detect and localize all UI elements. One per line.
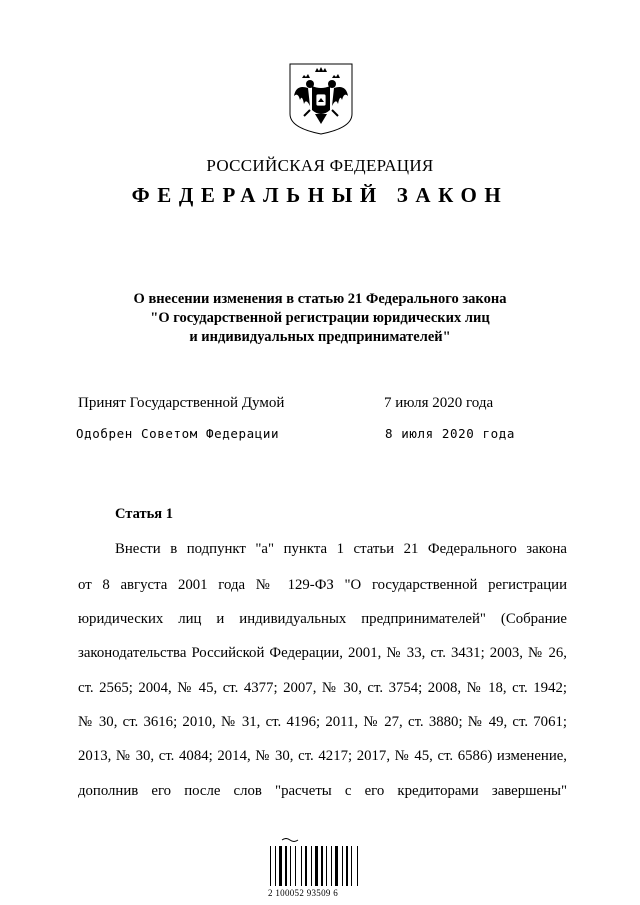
article-text-line: дополнив его после слов "расчеты с его кредиторами завершены" bbox=[78, 783, 567, 799]
duma-label: Принят Государственной Думой bbox=[78, 395, 285, 411]
article-text-line: юридических лиц и индивидуальных предпринимателей" (Собрание bbox=[78, 611, 567, 627]
council-label: Одобрен Советом Федерации bbox=[76, 426, 280, 441]
title-line: "О государственной регистрации юридических лиц bbox=[150, 310, 490, 326]
article-text-line: от 8 августа 2001 года № 129-ФЗ "О государственной регистрации bbox=[78, 577, 567, 593]
barcode-number: 2 100052 93509 6 bbox=[268, 888, 339, 898]
article-text-line: № 30, ст. 3616; 2010, № 31, ст. 4196; 2011, № 27, ст. 3880; № 49, ст. 7061; bbox=[78, 714, 567, 730]
title-line: и индивидуальных предпринимателей" bbox=[189, 329, 451, 345]
state-emblem-icon bbox=[288, 62, 354, 136]
article-heading: Статья 1 bbox=[115, 506, 173, 522]
document-type: ФЕДЕРАЛЬНЫЙ ЗАКОН bbox=[131, 183, 509, 207]
article-text-line: 2013, № 30, ст. 4084; 2014, № 30, ст. 4217; 2017, № 45, ст. 6586) изменение, bbox=[78, 748, 567, 764]
article-text-line: законодательства Российской Федерации, 2001, № 33, ст. 3431; 2003, № 26, bbox=[78, 645, 567, 661]
article-text-line: ст. 2565; 2004, № 45, ст. 4377; 2007, № 30, ст. 3754; 2008, № 18, ст. 1942; bbox=[78, 680, 567, 696]
document-title bbox=[0, 290, 640, 347]
country-name: РОССИЙСКАЯ ФЕДЕРАЦИЯ bbox=[206, 156, 434, 175]
council-date: 8 июля 2020 года bbox=[385, 426, 516, 441]
duma-date: 7 июля 2020 года bbox=[384, 395, 494, 411]
title-line: О внесении изменения в статью 21 Федерального закона bbox=[133, 291, 507, 307]
article-text-line: Внести в подпункт "а" пункта 1 статьи 21 Федерального закона bbox=[115, 541, 567, 557]
